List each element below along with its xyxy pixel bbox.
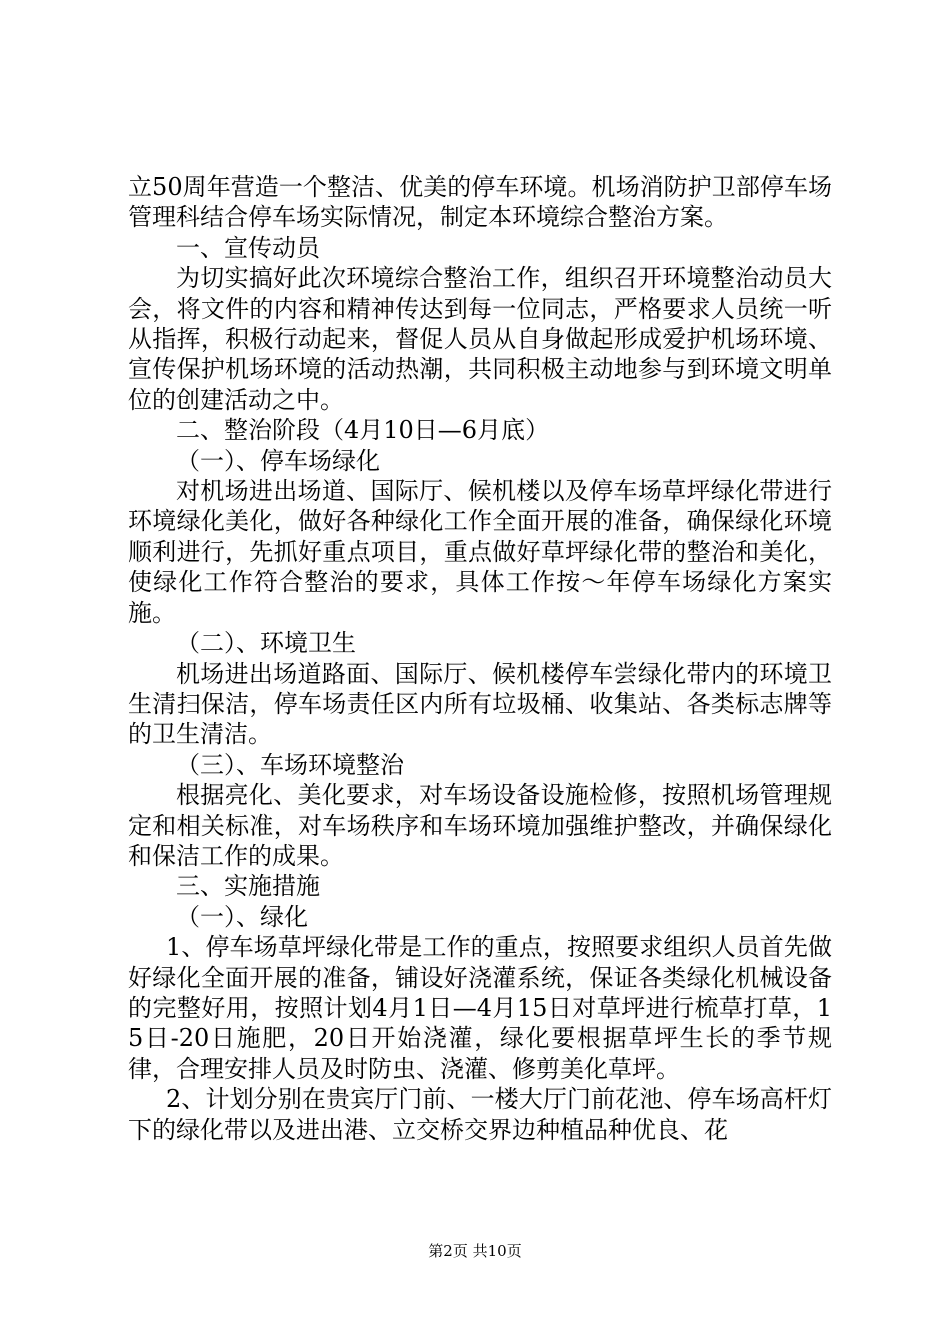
document-body [128,172,832,1145]
heading-publicity: 一、宣传动员 [176,233,320,262]
subheading-parking-greening: （一）、停车场绿化 [176,446,380,475]
heading-rectification-stage: 二、整治阶段（4月10日—6月底） [176,416,550,445]
paragraph-intro: 立50周年营造一个整洁、优美的停车环境。机场消防护卫部停车场管理科结合停车场实际情况，制定本环境综合整治方案。 [128,173,832,232]
paragraph-sanitation: 机场进出场道路面、国际厅、候机楼停车尝绿化带内的环境卫生清扫保洁，停车场责任区内所有垃圾桶、收集站、各类标志牌等的卫生清洁。 [128,659,832,749]
paragraph-measure-2: 2、计划分别在贵宾厅门前、一楼大厅门前花池、停车场高杆灯下的绿化带以及进出港、立交桥交界边种植品种优良、花 [128,1085,832,1144]
paragraph-measure-1: 1、停车场草坪绿化带是工作的重点，按照要求组织人员首先做好绿化全面开展的准备，铺设好浇灌系统，保证各类绿化机械设备的完整好用，按照计划4月1日—4月15日对草坪进行梳草打草，15日-20日施肥，20日开始浇灌，绿化要根据草坪生长的季节规律，合理安排人员及时防虫、浇灌、修剪美化草坪。 [128,933,832,1083]
paragraph-publicity: 为切实搞好此次环境综合整治工作，组织召开环境整治动员大会，将文件的内容和精神传达到每一位同志，严格要求人员统一听从指挥，积极行动起来，督促人员从自身做起形成爱护机场环境、宣传保护机场环境的活动热潮，共同积极主动地参与到环境文明单位的创建活动之中。 [128,264,832,414]
subheading-greening: （一）、绿化 [176,902,308,931]
paragraph-parking-environment: 根据亮化、美化要求，对车场设备设施检修，按照机场管理规定和相关标准，对车场秩序和车场环境加强维护整改，并确保绿化和保洁工作的成果。 [128,781,832,870]
subheading-parking-environment: （三）、车场环境整治 [176,750,404,779]
heading-measures: 三、实施措施 [176,872,320,901]
page-footer [0,1240,950,1261]
paragraph-parking-greening: 对机场进出场道、国际厅、候机楼以及停车场草坪绿化带进行环境绿化美化，做好各种绿化工作全面开展的准备，确保绿化环境顺利进行，先抓好重点项目，重点做好草坪绿化带的整治和美化，使绿化工作符合整治的要求，具体工作按～年停车场绿化方案实施。 [128,477,832,627]
page-number-label: 第2页 共10页 [428,1242,522,1260]
subheading-sanitation: （二）、环境卫生 [176,629,356,658]
